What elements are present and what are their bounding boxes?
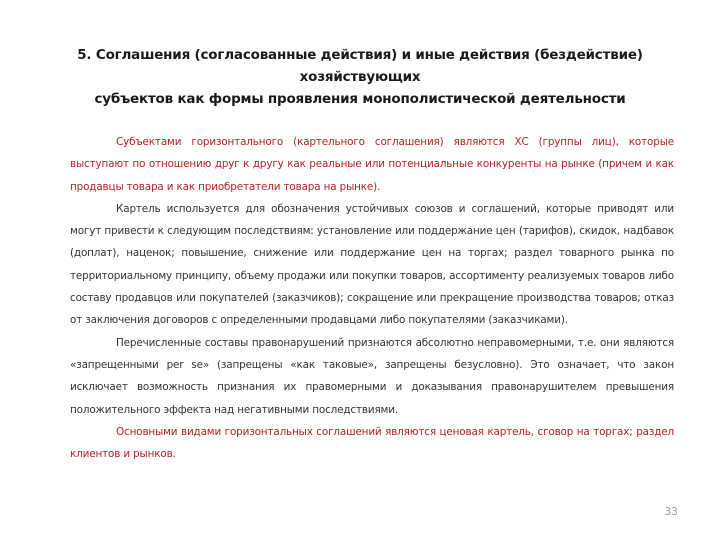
- slide-title: [40, 44, 680, 110]
- slide-title-line-1: 5. Соглашения (согласованные действия) и иные действия (бездействие) хозяйствующих: [77, 47, 643, 85]
- slide-body: [70, 131, 674, 465]
- page-number: 33: [664, 506, 678, 518]
- paragraph-horizontal-agreement-subjects: Субъектами горизонтального (картельного соглашения) являются ХС (группы лиц), которые выступают по отношению друг к другу как реальные или потенциальные конкуренты на рынке (причем и как продавцы товара и как приобретатели товара на рынке).: [70, 136, 674, 193]
- slide-title-line-2: субъектов как формы проявления монополистической деятельности: [94, 91, 626, 107]
- paragraph-per-se-prohibition: Перечисленные составы правонарушений признаются абсолютно неправомерными, т.е. они являются «запрещенными per se» (запрещены «как таковые», запрещены безусловно). Это означает, что закон исключает возможность признания их правомерными и доказывания правонарушителем превышения положительного эффекта над негативными последствиями.: [70, 336, 674, 416]
- paragraph-main-agreement-types: Основными видами горизонтальных соглашений являются ценовая картель, сговор на торгах; раздел клиентов и рынков.: [70, 425, 674, 461]
- paragraph-cartel-definition: Картель используется для обозначения устойчивых союзов и соглашений, которые приводят или могут привести к следующим последствиям: установление или поддержание цен (тарифов), скидок, надбавок (доплат), наценок; повышение, снижение или поддержание цен на торгах; раздел товарного рынка по территориальному принципу, объему продажи или покупки товаров, ассортименту реализуемых товаров либо составу продавцов или покупателей (заказчиков); сокращение или прекращение производства товаров; отказ от заключения договоров с определенными продавцами либо покупателями (заказчиками).: [70, 202, 674, 327]
